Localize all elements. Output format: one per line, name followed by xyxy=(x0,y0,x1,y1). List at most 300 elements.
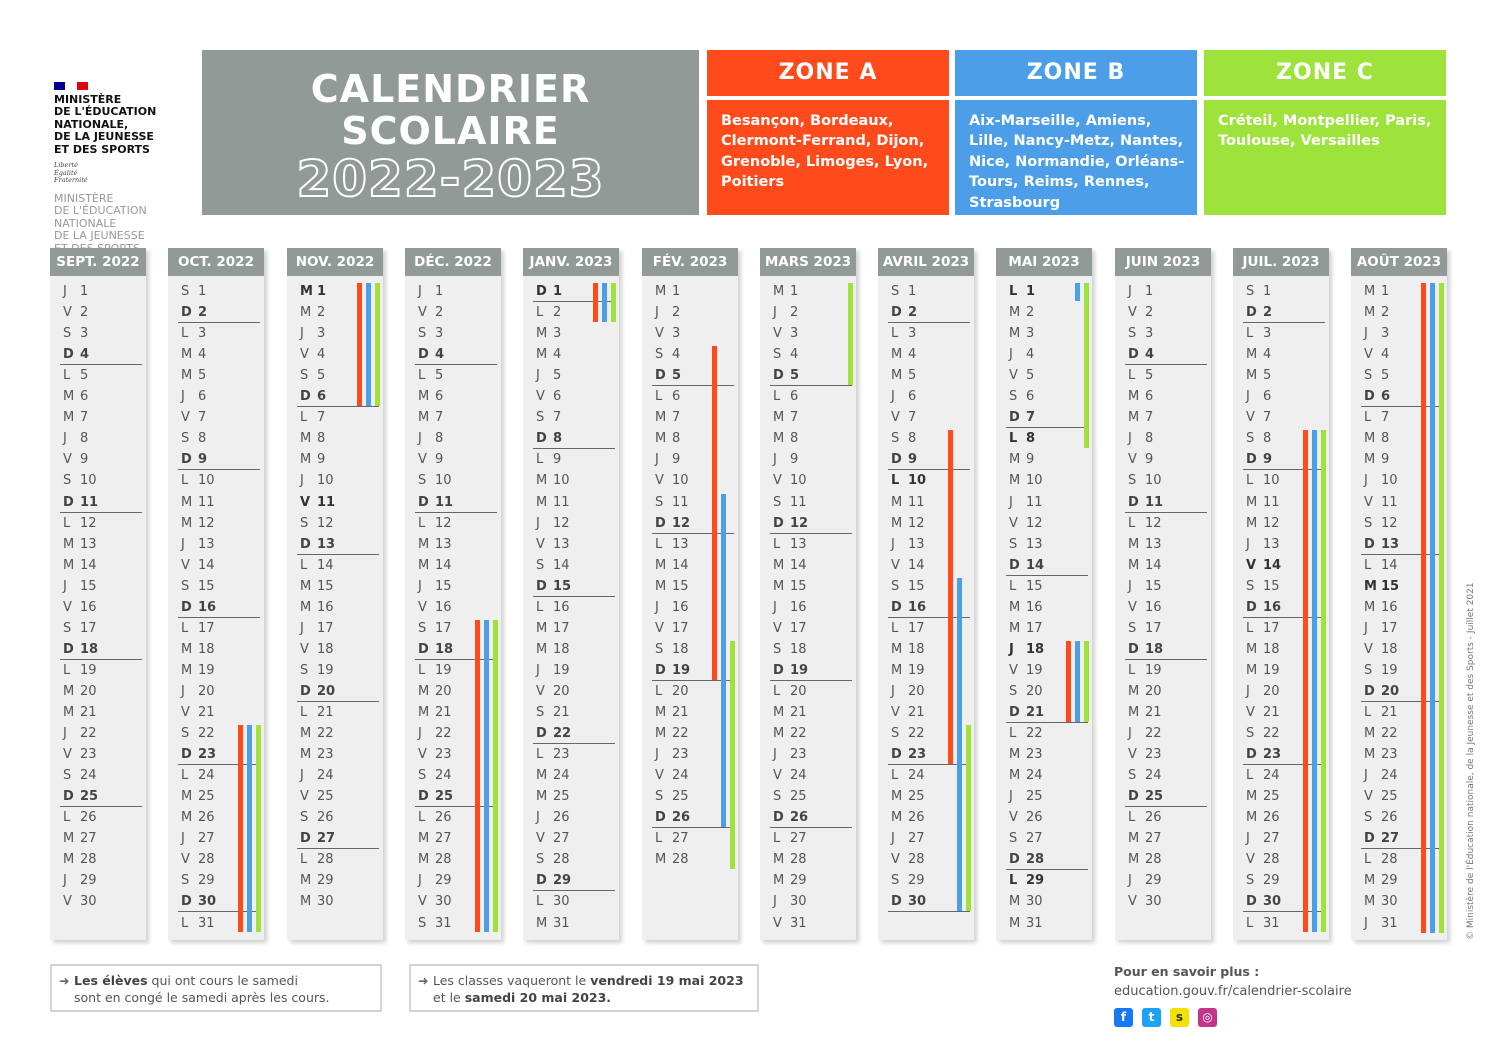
day-number: 11 xyxy=(317,494,336,510)
zone-c-cities: Créteil, Montpellier, Paris, Toulouse, Versailles xyxy=(1204,100,1446,215)
holiday-bar-zone-c xyxy=(1084,283,1089,448)
day-row xyxy=(1115,576,1207,597)
day-row xyxy=(996,723,1088,744)
day-number: 19 xyxy=(1145,662,1162,678)
day-number: 9 xyxy=(553,452,562,468)
weekday-letter: D xyxy=(63,494,74,510)
facebook-icon[interactable]: f xyxy=(1114,1008,1133,1027)
day-number: 9 xyxy=(198,452,208,468)
saturday-note xyxy=(50,964,382,1012)
weekday-letter: D xyxy=(773,368,784,384)
weekday-letter: D xyxy=(418,641,429,657)
weekday-letter: L xyxy=(536,305,544,321)
day-row xyxy=(1115,807,1207,828)
day-row xyxy=(760,344,852,365)
day-number: 15 xyxy=(790,578,807,594)
day-number: 7 xyxy=(1381,410,1390,426)
weekday-letter: V xyxy=(1128,599,1137,615)
day-row xyxy=(1233,344,1325,365)
ghost-line: DE L'ÉDUCATION xyxy=(54,204,147,218)
weekday-letter: J xyxy=(536,368,540,384)
day-row xyxy=(642,344,734,365)
day-number: 1 xyxy=(553,284,563,299)
day-number: 21 xyxy=(317,705,334,720)
weekday-letter: M xyxy=(773,726,785,742)
day-number: 8 xyxy=(1145,431,1154,447)
day-number: 6 xyxy=(672,389,681,405)
weekday-letter: S xyxy=(891,873,900,889)
day-number: 5 xyxy=(435,368,444,384)
day-row xyxy=(878,534,970,555)
day-row xyxy=(760,639,852,660)
day-number: 7 xyxy=(672,410,681,426)
day-number: 19 xyxy=(198,662,215,678)
holiday-bar-zone-a xyxy=(1421,283,1426,933)
weekday-letter: M xyxy=(63,683,75,699)
weekday-letter: D xyxy=(891,894,902,910)
day-number: 29 xyxy=(1263,873,1280,889)
weekday-letter: S xyxy=(300,515,309,531)
day-row xyxy=(760,807,852,828)
weekday-letter: M xyxy=(1364,726,1376,742)
day-number: 30 xyxy=(553,894,570,910)
day-number: 28 xyxy=(553,852,570,868)
day-number: 3 xyxy=(790,326,799,342)
day-number: 11 xyxy=(790,494,807,510)
day-number: 24 xyxy=(1263,768,1280,784)
day-number: 14 xyxy=(1263,557,1282,573)
day-row xyxy=(523,723,615,744)
day-number: 2 xyxy=(1145,305,1154,321)
day-row xyxy=(1115,555,1207,576)
weekday-letter: L xyxy=(181,768,189,784)
weekday-letter: D xyxy=(1246,747,1257,763)
weekday-letter: L xyxy=(1128,662,1136,678)
day-number: 24 xyxy=(1145,768,1162,784)
weekday-letter: M xyxy=(1364,747,1376,763)
day-row xyxy=(168,344,260,365)
day-row xyxy=(996,428,1088,449)
weekday-letter: J xyxy=(1009,641,1014,657)
arrow-right-icon: ➜ xyxy=(418,973,429,988)
day-row xyxy=(287,428,379,449)
day-number: 29 xyxy=(198,873,215,889)
day-number: 4 xyxy=(80,347,90,363)
weekday-letter: D xyxy=(891,747,902,763)
weekday-letter: M xyxy=(655,705,667,720)
weekday-letter: V xyxy=(773,473,782,489)
ghost-line: NATIONALE xyxy=(54,216,117,230)
day-row xyxy=(405,302,497,323)
day-row xyxy=(168,323,260,344)
day-row xyxy=(523,323,615,344)
instagram-icon[interactable]: ◎ xyxy=(1198,1008,1217,1027)
day-row xyxy=(1115,828,1207,849)
holiday-bar-zone-b xyxy=(721,494,726,828)
weekday-letter: M xyxy=(1128,536,1140,552)
day-number: 8 xyxy=(672,431,681,447)
weekday-letter: S xyxy=(63,473,72,489)
day-number: 14 xyxy=(908,557,925,573)
weekday-letter: M xyxy=(536,915,548,931)
day-number: 25 xyxy=(435,789,454,805)
weekday-letter: D xyxy=(891,599,902,615)
weekday-letter: J xyxy=(1246,683,1250,699)
day-number: 26 xyxy=(317,810,334,826)
day-number: 26 xyxy=(1381,810,1398,826)
day-number: 7 xyxy=(1263,410,1272,426)
day-row xyxy=(878,513,970,534)
day-row xyxy=(878,344,970,365)
day-number: 31 xyxy=(198,915,215,931)
day-row xyxy=(405,470,497,491)
weekday-letter: M xyxy=(773,284,785,299)
day-number: 20 xyxy=(1263,683,1280,699)
bridge-note-date-1: vendredi 19 mai 2023 xyxy=(590,973,744,988)
day-row xyxy=(996,870,1088,891)
day-number: 21 xyxy=(1263,705,1280,720)
day-number: 7 xyxy=(553,410,562,426)
weekday-letter: S xyxy=(181,578,190,594)
day-number: 10 xyxy=(908,473,927,489)
day-number: 18 xyxy=(1145,641,1164,657)
day-number: 2 xyxy=(908,305,918,321)
day-number: 14 xyxy=(80,557,97,573)
weekday-letter: L xyxy=(181,915,189,931)
day-number: 20 xyxy=(672,683,689,699)
weekday-letter: L xyxy=(773,683,781,699)
weekday-letter: M xyxy=(1128,683,1140,699)
weekday-letter: L xyxy=(1246,915,1254,931)
weekday-letter: M xyxy=(1246,515,1258,531)
holiday-bar-zone-b xyxy=(1430,283,1435,933)
weekday-letter: M xyxy=(891,368,903,384)
day-row xyxy=(523,513,615,534)
snapchat-icon[interactable]: s xyxy=(1170,1008,1189,1027)
weekday-letter: M xyxy=(536,494,548,510)
day-number: 20 xyxy=(1381,683,1400,699)
weekday-letter: S xyxy=(63,326,72,342)
month-header: NOV. 2022 xyxy=(287,248,383,276)
weekday-letter: J xyxy=(300,620,304,636)
day-row xyxy=(523,639,615,660)
day-number: 2 xyxy=(198,305,208,321)
day-row xyxy=(287,807,379,828)
day-row xyxy=(1115,744,1207,765)
weekday-letter: V xyxy=(181,557,190,573)
day-number: 23 xyxy=(1145,747,1162,763)
weekday-letter: M xyxy=(536,347,548,363)
day-number: 27 xyxy=(553,831,570,847)
weekday-letter: M xyxy=(181,347,193,363)
weekday-letter: V xyxy=(891,557,900,573)
weekday-letter: J xyxy=(181,536,185,552)
weekday-letter: L xyxy=(655,683,663,699)
weekday-letter: V xyxy=(418,747,427,763)
day-row xyxy=(168,302,260,323)
day-number: 11 xyxy=(672,494,689,510)
month-header: SEPT. 2022 xyxy=(50,248,146,276)
day-number: 21 xyxy=(1381,705,1398,720)
day-number: 14 xyxy=(672,557,689,573)
day-row xyxy=(50,744,142,765)
day-row xyxy=(1115,386,1207,407)
day-row xyxy=(50,555,142,576)
day-number: 5 xyxy=(198,368,207,384)
day-row xyxy=(523,555,615,576)
day-number: 28 xyxy=(790,852,807,868)
weekday-letter: S xyxy=(891,726,900,742)
day-number: 25 xyxy=(317,789,334,805)
day-number: 15 xyxy=(908,578,925,594)
weekday-letter: V xyxy=(1128,452,1137,468)
day-number: 5 xyxy=(80,368,89,384)
weekday-letter: J xyxy=(63,431,67,447)
day-number: 25 xyxy=(553,789,570,805)
weekday-letter: J xyxy=(1246,536,1250,552)
weekday-letter: S xyxy=(181,284,190,299)
flag-red xyxy=(77,82,88,90)
weekday-letter: S xyxy=(655,789,664,805)
day-number: 20 xyxy=(1145,683,1162,699)
day-number: 22 xyxy=(1026,726,1043,742)
day-number: 21 xyxy=(1026,705,1045,720)
twitter-icon[interactable]: t xyxy=(1142,1008,1161,1027)
day-number: 22 xyxy=(1263,726,1280,742)
day-number: 1 xyxy=(80,284,89,299)
day-number: 25 xyxy=(198,789,215,805)
day-number: 24 xyxy=(1381,768,1398,784)
day-number: 16 xyxy=(908,599,927,615)
day-number: 5 xyxy=(908,368,917,384)
day-row xyxy=(50,281,142,302)
day-number: 10 xyxy=(790,473,807,489)
day-row xyxy=(523,386,615,407)
day-row xyxy=(50,765,142,786)
weekday-letter: S xyxy=(1364,368,1373,384)
holiday-bar-zone-b xyxy=(957,578,962,912)
day-row xyxy=(1115,765,1207,786)
weekday-letter: L xyxy=(63,515,71,531)
day-row xyxy=(50,428,142,449)
holiday-bar-zone-a xyxy=(593,283,598,322)
day-row xyxy=(405,576,497,597)
month-column xyxy=(287,248,383,940)
weekday-letter: M xyxy=(1364,284,1376,299)
day-number: 18 xyxy=(553,641,570,657)
day-row xyxy=(996,534,1088,555)
holiday-bar-zone-c xyxy=(611,283,616,322)
day-row xyxy=(50,597,142,618)
day-number: 9 xyxy=(672,452,681,468)
day-number: 28 xyxy=(80,852,97,868)
day-number: 2 xyxy=(1263,305,1273,321)
holiday-bar-zone-c xyxy=(375,283,380,406)
flag-blue xyxy=(54,82,65,90)
day-row xyxy=(50,723,142,744)
weekday-letter: S xyxy=(418,768,427,784)
day-row xyxy=(996,913,1088,934)
day-number: 23 xyxy=(198,747,217,763)
weekday-letter: M xyxy=(300,873,312,889)
weekday-letter: S xyxy=(1364,810,1373,826)
day-number: 25 xyxy=(1381,789,1398,805)
day-row xyxy=(642,449,734,470)
weekday-letter: M xyxy=(1009,894,1021,910)
bridge-note-line-2 xyxy=(433,989,749,1006)
weekday-letter: M xyxy=(1128,705,1140,720)
day-row xyxy=(168,597,260,618)
weekday-letter: L xyxy=(536,894,544,910)
day-number: 17 xyxy=(1263,620,1280,636)
weekday-letter: M xyxy=(655,852,667,868)
weekday-letter: V xyxy=(1128,747,1137,763)
day-row xyxy=(287,449,379,470)
day-row xyxy=(878,470,970,491)
weekday-letter: L xyxy=(891,326,899,342)
day-number: 30 xyxy=(1026,894,1043,910)
weekday-letter: M xyxy=(300,452,312,468)
day-row xyxy=(405,492,497,513)
weekday-letter: J xyxy=(181,683,185,699)
weekday-letter: J xyxy=(300,768,304,784)
day-row xyxy=(50,618,142,639)
holiday-bar-zone-a xyxy=(948,430,953,764)
month-header: MARS 2023 xyxy=(760,248,856,276)
day-number: 30 xyxy=(435,894,452,910)
weekday-letter: D xyxy=(655,515,666,531)
weekday-letter: S xyxy=(1246,726,1255,742)
weekday-letter: V xyxy=(1128,305,1137,321)
weekday-letter: L xyxy=(773,536,781,552)
day-number: 29 xyxy=(1381,873,1398,889)
day-number: 26 xyxy=(1026,810,1043,826)
day-number: 17 xyxy=(317,620,334,636)
day-number: 22 xyxy=(317,726,334,742)
saturday-note-text: qui ont cours le samedi xyxy=(147,973,298,988)
weekday-letter: M xyxy=(773,578,785,594)
day-number: 17 xyxy=(790,620,807,636)
weekday-letter: M xyxy=(1246,662,1258,678)
day-number: 5 xyxy=(553,368,562,384)
day-row xyxy=(760,765,852,786)
day-number: 17 xyxy=(672,620,689,636)
weekday-letter: M xyxy=(891,494,903,510)
day-number: 5 xyxy=(1263,368,1272,384)
weekday-letter: D xyxy=(1128,789,1139,805)
day-number: 15 xyxy=(672,578,689,594)
day-number: 21 xyxy=(790,705,807,720)
day-number: 22 xyxy=(435,726,452,742)
day-row xyxy=(760,323,852,344)
day-number: 27 xyxy=(790,831,807,847)
weekday-letter: M xyxy=(1246,810,1258,826)
title-block xyxy=(202,50,699,215)
day-row xyxy=(1233,386,1325,407)
day-number: 13 xyxy=(80,536,97,552)
day-number: 14 xyxy=(198,557,215,573)
day-number: 10 xyxy=(672,473,689,489)
weekday-letter: S xyxy=(536,705,545,720)
day-number: 10 xyxy=(1381,473,1398,489)
weekday-letter: M xyxy=(300,431,312,447)
weekday-letter: S xyxy=(773,641,782,657)
day-number: 18 xyxy=(1381,641,1398,657)
month-column xyxy=(1233,248,1329,940)
weekday-letter: L xyxy=(655,389,663,405)
ministry-line: DE L'ÉDUCATION xyxy=(54,105,157,119)
day-row xyxy=(1115,660,1207,681)
day-row xyxy=(1115,723,1207,744)
weekday-letter: L xyxy=(418,810,426,826)
day-row xyxy=(760,407,852,428)
month-column xyxy=(523,248,619,940)
day-number: 3 xyxy=(553,326,562,342)
day-number: 18 xyxy=(317,641,334,657)
weekday-letter: M xyxy=(773,431,785,447)
weekday-letter: J xyxy=(773,747,777,763)
day-number: 15 xyxy=(1145,578,1162,594)
weekday-letter: L xyxy=(181,473,189,489)
weekday-letter: D xyxy=(1128,494,1139,510)
weekday-letter: V xyxy=(655,326,664,342)
day-row xyxy=(287,828,379,849)
weekday-letter: M xyxy=(300,894,312,910)
motto-line: Égalité xyxy=(54,168,78,177)
day-row xyxy=(1115,492,1207,513)
day-number: 18 xyxy=(672,641,689,657)
weekday-letter: L xyxy=(1246,620,1254,636)
day-row xyxy=(405,407,497,428)
day-row xyxy=(1115,786,1207,807)
day-row xyxy=(760,302,852,323)
day-row xyxy=(523,828,615,849)
day-number: 1 xyxy=(1263,284,1272,299)
day-row xyxy=(878,281,970,302)
weekday-letter: S xyxy=(536,852,545,868)
holiday-bar-zone-c xyxy=(1439,283,1444,933)
weekday-letter: J xyxy=(655,599,659,615)
weekday-letter: S xyxy=(1009,536,1018,552)
day-number: 8 xyxy=(1381,431,1390,447)
weekday-letter: V xyxy=(181,852,190,868)
more-info-link[interactable]: education.gouv.fr/calendrier-scolaire xyxy=(1114,984,1352,999)
weekday-letter: V xyxy=(1364,347,1373,363)
day-number: 28 xyxy=(1145,852,1162,868)
weekday-letter: M xyxy=(1246,494,1258,510)
day-number: 2 xyxy=(435,305,444,321)
day-number: 8 xyxy=(908,431,917,447)
weekday-letter: M xyxy=(655,557,667,573)
weekday-letter: D xyxy=(300,389,311,405)
day-row xyxy=(50,807,142,828)
day-row xyxy=(996,576,1088,597)
title-year: 2022-2023 xyxy=(296,150,605,208)
weekday-letter: J xyxy=(300,326,304,342)
weekday-letter: J xyxy=(418,431,422,447)
weekday-letter: D xyxy=(891,452,902,468)
weekday-letter: J xyxy=(1246,831,1250,847)
holiday-bar-zone-b xyxy=(484,620,489,933)
day-number: 9 xyxy=(1263,452,1273,468)
weekday-letter: D xyxy=(300,536,311,552)
day-number: 18 xyxy=(198,641,215,657)
weekday-letter: M xyxy=(418,536,430,552)
day-number: 6 xyxy=(790,389,799,405)
weekday-letter: M xyxy=(1128,852,1140,868)
day-row xyxy=(523,681,615,702)
day-row xyxy=(405,323,497,344)
